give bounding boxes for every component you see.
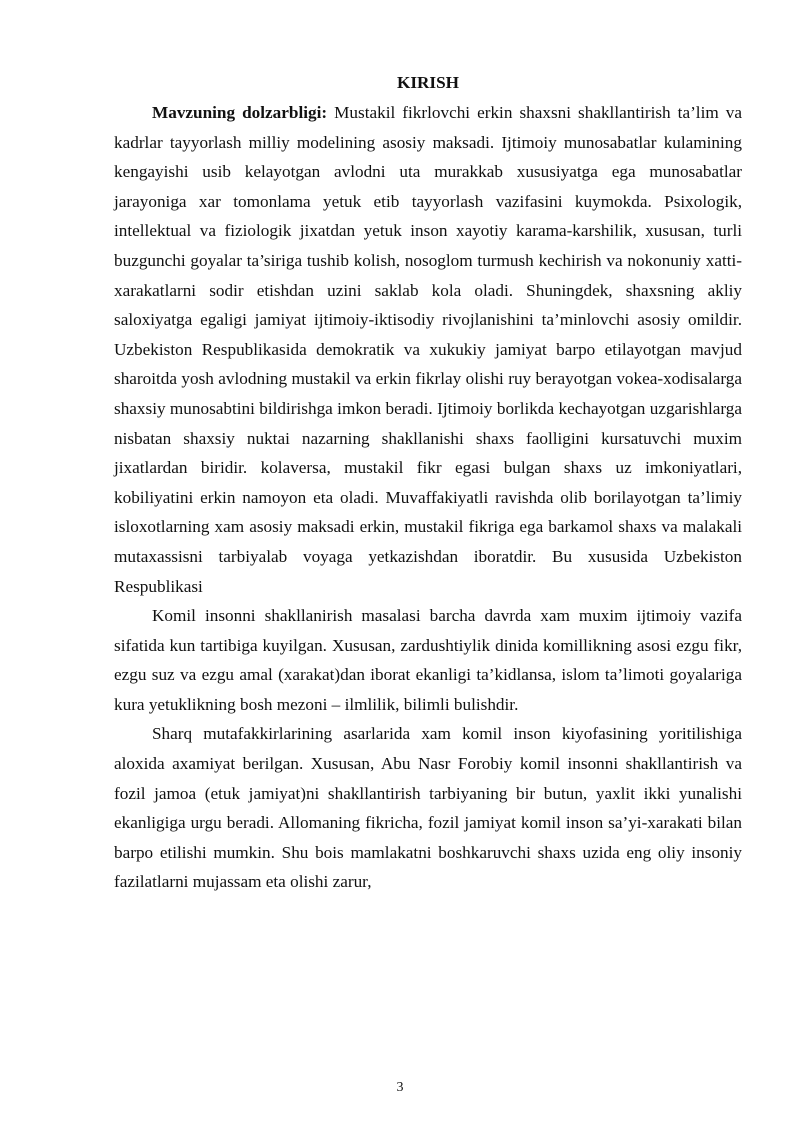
paragraph-text: Mustakil fikrlovchi erkin shaxsni shakllantirish ta’lim va kadrlar tayyorlash milliy modelining asosiy maksadi. Ijtimoiy munosabatlar kulamining kengayishi usib kelayotgan avlodni uta murakkab xususiyatga ega munosabatlar jarayoniga xar tomonlama yetuk etib tayyorlash vazifasini kuymokda. Psixologik, intellektual va fiziologik jixatdan yetuk inson xayotiy karama-karshilik, xususan, turli buzgunchi goyalar ta’siriga tushib kolish, nosoglom turmush kechirish va nokonuniy xatti-xarakatlarni sodir etishdan uzini saklab kola oladi. Shuningdek, shaxsning akliy saloxiyatga egaligi jamiyat ijtimoiy-iktisodiy rivojlanishini ta’minlovchi asosiy omildir. Uzbekiston Respublikasida demokratik va xukukiy jamiyat barpo etilayotgan mavjud sharoitda yosh avlodning mustakil va erkin fikrlay olishi ruy berayotgan vokea-xodisalarga shaxsiy munosabtini bildirishga imkon beradi. Ijtimoiy borlikda kechayotgan uzgarishlarga nisbatan shaxsiy nuktai nazarning shakllanishi shaxs faolligini kursatuvchi muxim jixatlardan biridir. kolaversa, mustakil fikr egasi bulgan shaxs uz imkoniyatlari, kobiliyatini erkin namoyon eta oladi. Muvaffakiyatli ravishda olib borilayotgan ta’limiy isloxotlarning xam asosiy maksadi erkin, mustakil fikriga ega barkamol shaxs va malakali mutaxassisni tarbiyalab voyaga yetkazishdan iboratdir. Bu xususida Uzbekiston Respublikasi <box>114 103 742 596</box>
page-number: 3 <box>396 1080 404 1095</box>
paragraph-relevance <box>114 98 742 601</box>
paragraph-sharq: Sharq mutafakkirlarining asarlarida xam komil inson kiyofasining yoritilishiga aloxida axamiyat berilgan. Xususan, Abu Nasr Forobiy komil insonni shakllantirish va fozil jamoa (etuk jamiyat)ni shakllantirish tarbiyaning bir butun, yaxlit ikki yunalishi ekanligiga urgu beradi. Allomaning fikricha, fozil jamiyat komil inson sa’yi-xarakati bilan barpo etilishi mumkin. Shu bois mamlakatni boshkaruvchi shaxs uzida eng oliy insoniy fazilatlarni mujassam eta olishi zarur, <box>114 724 742 892</box>
paragraph-lead-label: Mavzuning dolzarbligi: <box>152 103 328 122</box>
document-page <box>114 68 742 897</box>
section-heading: KIRISH <box>396 73 460 92</box>
paragraph-komil-inson: Komil insonni shakllanirish masalasi barcha davrda xam muxim ijtimoiy vazifa sifatida kun tartibiga kuyilgan. Xususan, zardushtiylik dinida komillikning asosi ezgu fikr, ezgu suz va ezgu amal (xarakat)dan iborat ekanligi ta’kidlansa, islom ta’limoti goyalariga kura yetuklikning bosh mezoni – ilmlilik, bilimli bulishdir. <box>114 606 742 714</box>
